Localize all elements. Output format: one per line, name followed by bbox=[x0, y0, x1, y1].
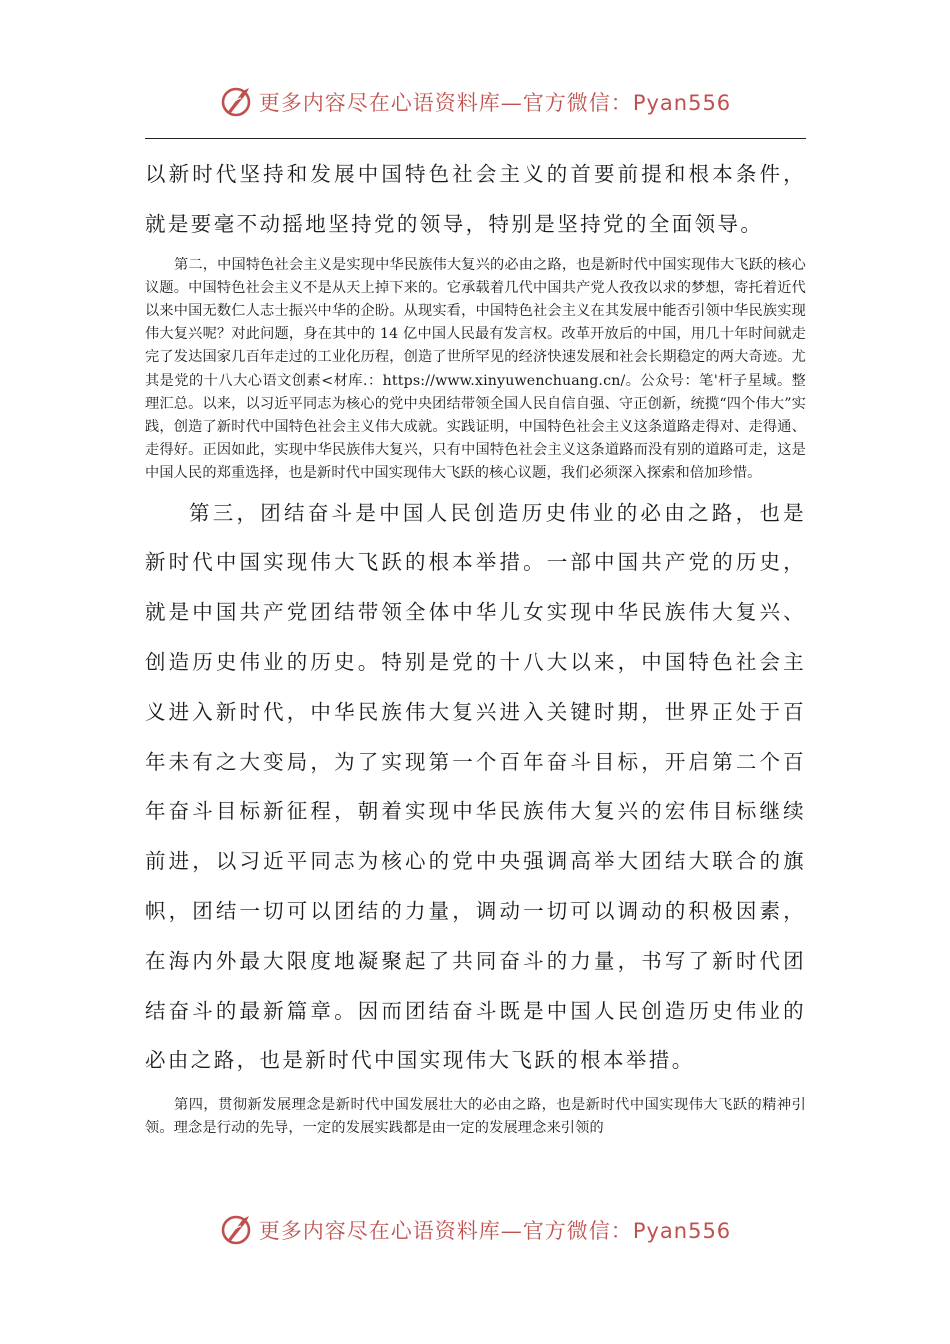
header-banner-text: 更多内容尽在心语资料库—官方微信：Pyan556 bbox=[258, 91, 732, 115]
quill-pen-logo-icon bbox=[219, 1213, 253, 1247]
quill-pen-logo-icon bbox=[219, 85, 253, 119]
footer-wechat-id: Pyan556 bbox=[632, 1219, 732, 1243]
paragraph-intro: 以新时代坚持和发展中国特色社会主义的首要前提和根本条件，就是要毫不动摇地坚持党的领导，特别是坚持党的全面领导。 bbox=[145, 162, 806, 236]
header-wechat-id: Pyan556 bbox=[632, 91, 732, 115]
header-divider bbox=[145, 138, 806, 139]
header-banner bbox=[0, 82, 950, 122]
paragraph-third: 第三，团结奋斗是中国人民创造历史伟业的必由之路，也是新时代中国实现伟大飞跃的根本举措。一部中国共产党的历史，就是中国共产党团结带领全体中华儿女实现中华民族伟大复兴、创造历史伟业的历史。特别是党的十八大以来，中国特色社会主义进入新时代，中华民族伟大复兴进入关键时期，世界正处于百年未有之大变局，为了实现第一个百年奋斗目标，开启第二个百年奋斗目标新征程，朝着实现中华民族伟大复兴的宏伟目标继续前进，以习近平同志为核心的党中央强调高举大团结大联合的旗帜，团结一切可以团结的力量，调动一切可以调动的积极因素，在海内外最大限度地凝聚起了共同奋斗的力量，书写了新时代团结奋斗的最新篇章。因而团结奋斗既是中国人民创造历史伟业的必由之路，也是新时代中国实现伟大飞跃的根本举措。 bbox=[145, 500, 806, 1073]
document-body bbox=[145, 150, 806, 1141]
footer-banner-text: 更多内容尽在心语资料库—官方微信：Pyan556 bbox=[258, 1219, 732, 1243]
paragraph-fourth: 第四，贯彻新发展理念是新时代中国发展壮大的必由之路，也是新时代中国实现伟大飞跃的精神引领。理念是行动的先导，一定的发展实践都是由一定的发展理念来引领的 bbox=[145, 1097, 806, 1137]
footer-banner bbox=[0, 1210, 950, 1250]
paragraph-second: 第二，中国特色社会主义是实现中华民族伟大复兴的必由之路，也是新时代中国实现伟大飞跃的核心议题。中国特色社会主义不是从天上掉下来的。它承载着几代中国共产党人孜孜以求的梦想，寄托着近代以来中国无数仁人志士振兴中华的企盼。从现实看，中国特色社会主义在其发展中能否引领中华民族实现伟大复兴呢？对此问题，身在其中的 14 亿中国人民最有发言权。改革开放后的中国，用几十年时间就走完了发达国家几百年走过的工业化历程，创造了世所罕见的经济快速发展和社会长期稳定的两大奇迹。尤其是党的十八大心语文创素<材库.：https://www.xinyuwenchuang.cn/。公众号：笔'杆子星域。整理汇总。以来，以习近平同志为核心的党中央团结带领全国人民自信自强、守正创新，统揽“四个伟大”实践，创造了新时代中国特色社会主义伟大成就。实践证明，中国特色社会主义这条道路走得对、走得通、走得好。正因如此，实现中华民族伟大复兴，只有中国特色社会主义这条道路而没有别的道路可走，这是中国人民的郑重选择，也是新时代中国实现伟大飞跃的核心议题，我们必须深入探索和倍加珍惜。 bbox=[145, 256, 806, 482]
